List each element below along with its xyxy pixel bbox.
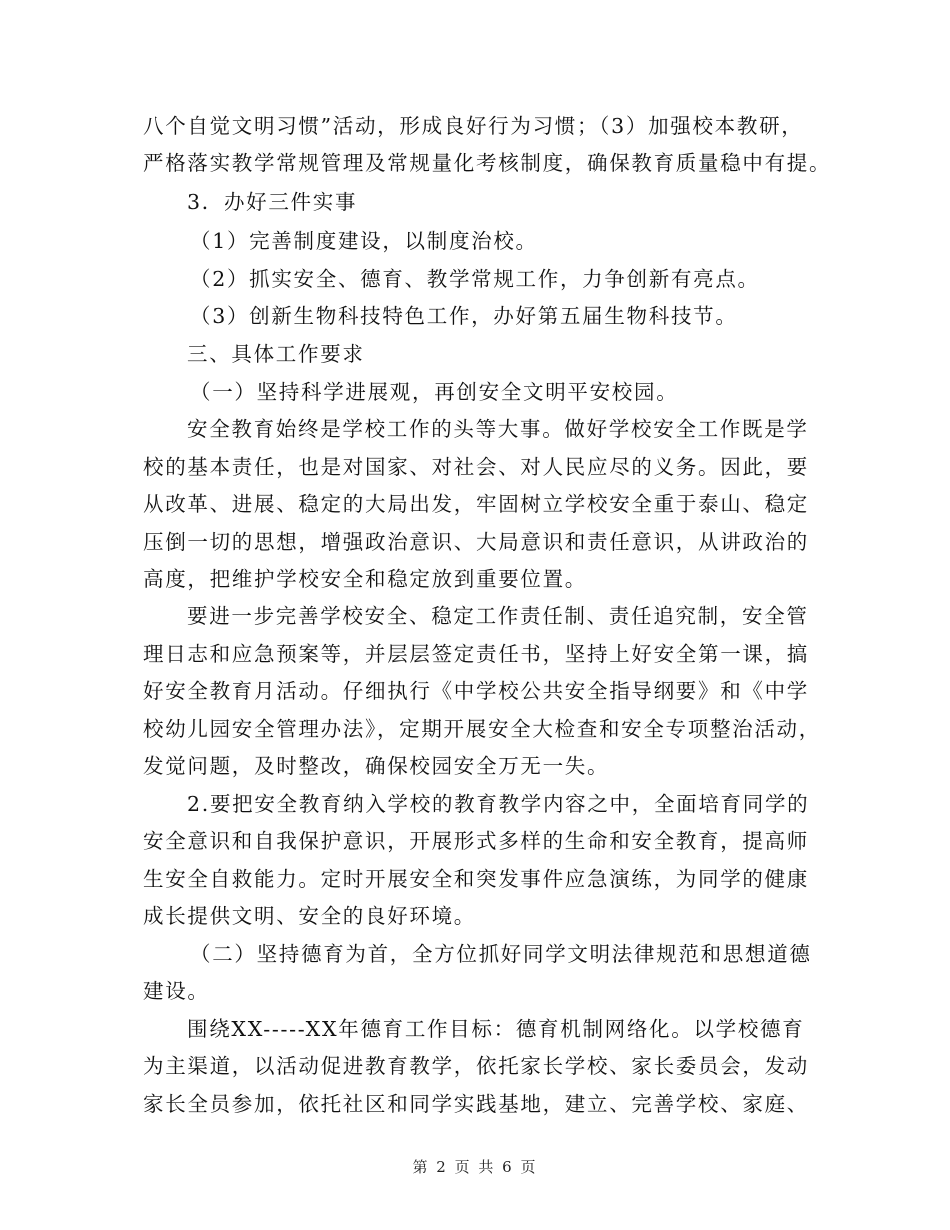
paragraph-line: 安全意识和自我保护意识，开展形式多样的生命和安全教育，提高师 — [143, 829, 809, 853]
paragraph-line: 好安全教育月活动。仔细执行《中学校公共安全指导纲要》和《中学 — [143, 679, 809, 703]
list-item: （3）创新生物科技特色工作，办好第五届生物科技节。 — [190, 304, 738, 328]
paragraph-line: 2.要把安全教育纳入学校的教育教学内容之中，全面培育同学的 — [187, 792, 810, 816]
section-heading: 三、具体工作要求 — [187, 342, 365, 366]
paragraph-line: 压倒一切的思想，增强政治意识、大局意识和责任意识，从讲政治的 — [143, 530, 809, 554]
subsection-heading: （一）坚持科学进展观，再创安全文明平安校园。 — [190, 380, 679, 404]
paragraph-line: 理日志和应急预案等，并层层签定责任书，坚持上好安全第一课，搞 — [143, 642, 809, 666]
paragraph-line: 围绕XX-----XX年德育工作目标：德育机制网络化。以学校德育 — [187, 1017, 805, 1041]
paragraph-line: 生安全自救能力。定时开展安全和突发事件应急演练，为同学的健康 — [143, 867, 809, 891]
section-heading: 3．办好三件实事 — [187, 190, 358, 214]
paragraph-line: 发觉问题，及时整改，确保校园安全万无一失。 — [143, 754, 610, 778]
paragraph-line: 要进一步完善学校安全、稳定工作责任制、责任追究制，安全管 — [187, 604, 809, 628]
paragraph-line: 安全教育始终是学校工作的头等大事。做好学校安全工作既是学 — [187, 417, 809, 441]
paragraph-line: 高度，把维护学校安全和稳定放到重要位置。 — [143, 567, 587, 591]
subsection-heading: 建设。 — [143, 979, 210, 1003]
paragraph-line: 校幼儿园安全管理办法》，定期开展安全大检查和安全专项整治活动， — [143, 717, 821, 741]
paragraph-line: 家长全员参加，依托社区和同学实践基地，建立、完善学校、家庭、 — [143, 1092, 809, 1116]
paragraph-line: 为主渠道，以活动促进教育教学，依托家长学校、家长委员会，发动 — [143, 1054, 809, 1078]
paragraph-line: 从改革、进展、稳定的大局出发，牢固树立学校安全重于泰山、稳定 — [143, 492, 809, 516]
subsection-heading: （二）坚持德育为首，全方位抓好同学文明法律规范和思想道德 — [190, 942, 812, 966]
paragraph-line: 八个自觉文明习惯”活动，形成良好行为习惯；（3）加强校本教研， — [143, 114, 804, 138]
paragraph-line: 成长提供文明、安全的良好环境。 — [143, 904, 476, 928]
page-number-footer: 第 2 页 共 6 页 — [412, 1158, 538, 1176]
list-item: （2）抓实安全、德育、教学常规工作，力争创新有亮点。 — [190, 267, 760, 291]
paragraph-line: 严格落实教学常规管理及常规量化考核制度，确保教育质量稳中有提。 — [143, 151, 832, 175]
paragraph-line: 校的基本责任，也是对国家、对社会、对人民应尽的义务。因此，要 — [143, 455, 809, 479]
list-item: （1）完善制度建设，以制度治校。 — [190, 229, 538, 253]
